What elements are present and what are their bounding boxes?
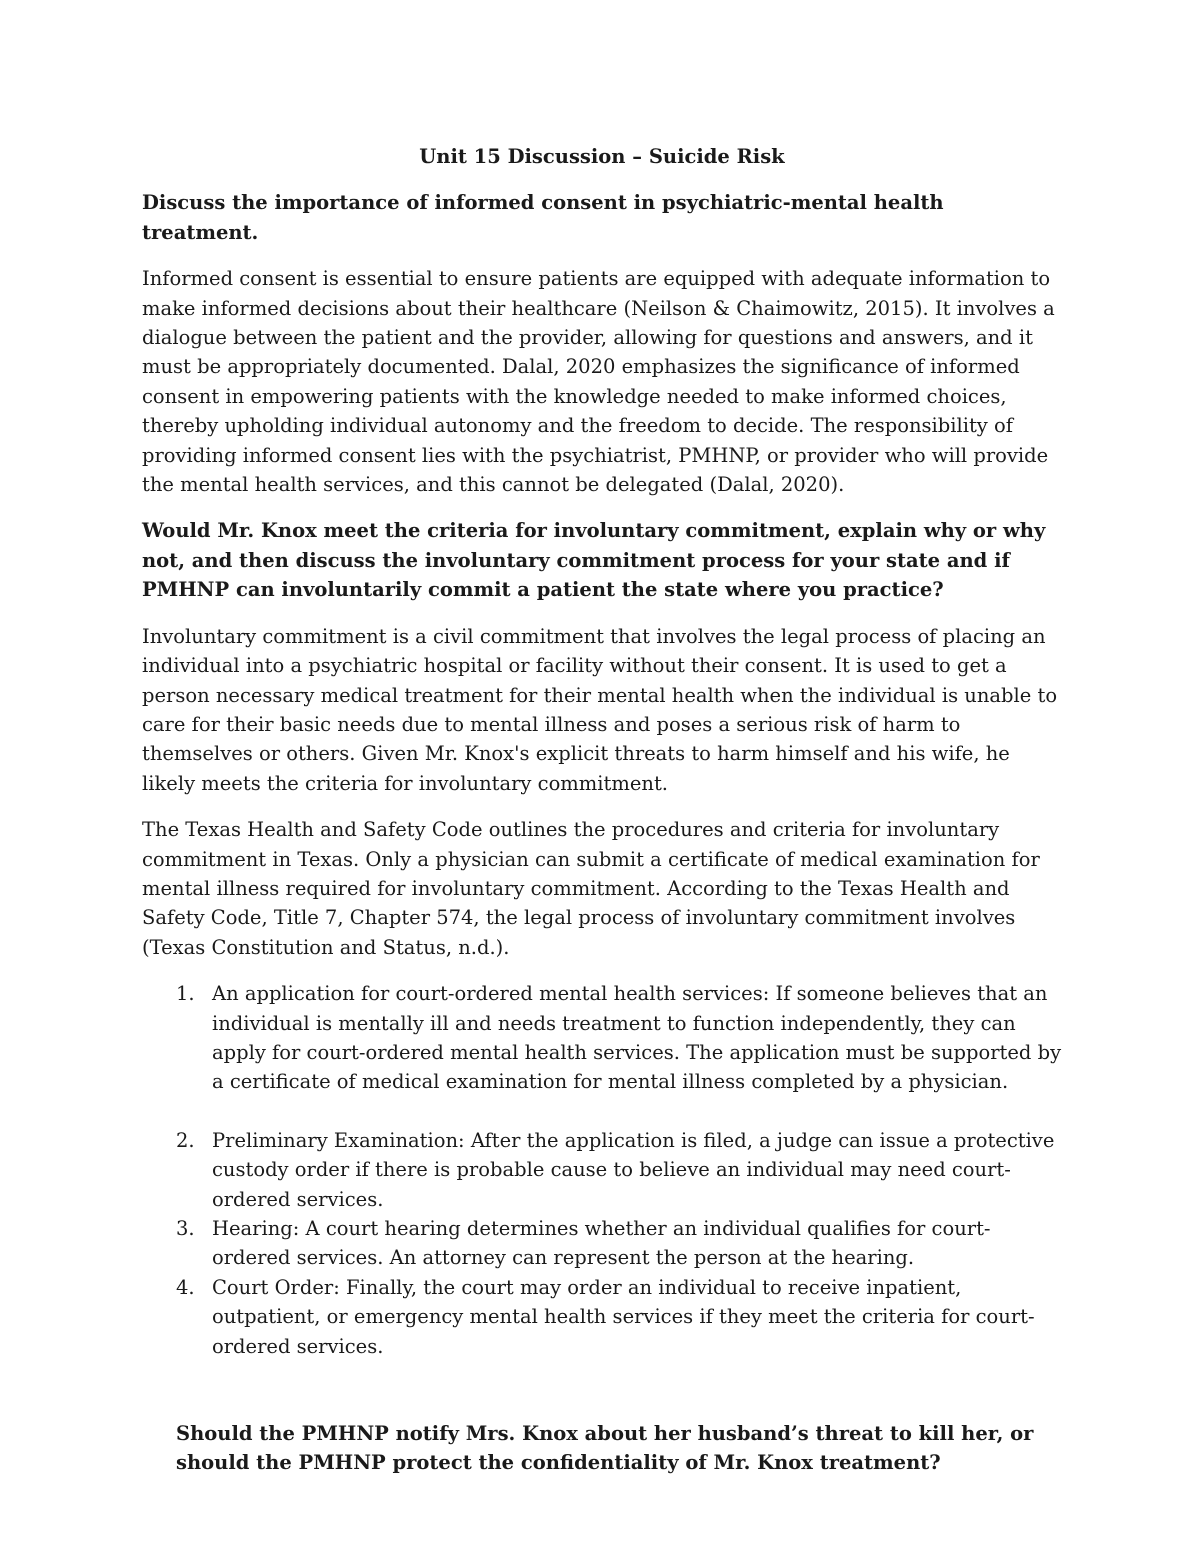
list-item-number: 3. <box>176 1217 195 1240</box>
paragraph-involuntary-commitment: Involuntary commitment is a civil commitment that involves the legal process of placing an individual into a psychiatric hospital or facility without their consent. It is used to get a person necessary medical treatment for their mental health when the individual is unable to care for their basic needs due to mental illness and poses a serious risk of harm to themselves or others. Given Mr. Knox's explicit threats to harm himself and his wife, he likely meets the criteria for involuntary commitment. <box>142 624 1058 795</box>
list-item-number: 2. <box>176 1128 195 1152</box>
document-title: Unit 15 Discussion – Suicide Risk <box>419 145 785 168</box>
paragraph-informed-consent: Informed consent is essential to ensure patients are equipped with adequate information to make informed decisions about their healthcare (Neilson & Chaimowitz, 2015). It involves a dialogue between the patient and the provider, allowing for questions and answers, and it must be appropriately documented. Dalal, 2020 emphasizes the significance of informed consent in empowering patients with the knowledge needed to make informed choices, thereby upholding individual autonomy and the freedom to decide. The responsibility of providing informed consent lies with the psychiatrist, PMHNP, or provider who will provide the mental health services, and this cannot be delegated (Dalal, 2020). <box>142 267 1055 497</box>
question-duty-to-warn: Should the PMHNP notify Mrs. Knox about her husband’s threat to kill her, or should the PMHNP protect the confidentiality of Mr. Knox treatment? <box>176 1422 1034 1475</box>
list-item <box>142 979 1062 1097</box>
document-body <box>142 142 1062 1495</box>
paragraph-texas-code: The Texas Health and Safety Code outlines the procedures and criteria for involuntary commitment in Texas. Only a physician can submit a certificate of medical examination for mental illness required for involuntary commitment. According to the Texas Health and Safety Code, Title 7, Chapter 574, the legal process of involuntary commitment involves (Texas Constitution and Status, n.d.). <box>142 818 1040 959</box>
list-item-text: An application for court-ordered mental health services: If someone believes that an individual is mentally ill and needs treatment to function independently, they can apply for court-ordered mental health services. The application must be supported by a certificate of medical examination for mental illness completed by a physician. <box>212 982 1062 1094</box>
list-item-number: 4. <box>176 1275 195 1299</box>
list-item <box>142 1273 1062 1361</box>
list-item <box>142 1126 1062 1214</box>
question-informed-consent: Discuss the importance of informed consent in psychiatric-mental health treatment. <box>142 191 944 244</box>
question-involuntary-commitment: Would Mr. Knox meet the criteria for involuntary commitment, explain why or why not, and then discuss the involuntary commitment process for your state and if PMHNP can involuntarily commit a patient the state where you practice? <box>142 519 1046 602</box>
commitment-process-list <box>142 979 1062 1361</box>
list-item-text: Hearing: A court hearing determines whether an individual qualifies for court-ordered services. An attorney can represent the person at the hearing. <box>212 1217 991 1270</box>
list-item-number: 1. <box>176 982 195 1006</box>
list-item-text: Preliminary Examination: After the application is filed, a judge can issue a protective custody order if there is probable cause to believe an individual may need court-ordered services. <box>212 1128 1055 1211</box>
list-item <box>142 1214 1062 1273</box>
list-item-text: Court Order: Finally, the court may order an individual to receive inpatient, outpatient, or emergency mental health services if they meet the criteria for court-ordered services. <box>212 1275 1035 1358</box>
